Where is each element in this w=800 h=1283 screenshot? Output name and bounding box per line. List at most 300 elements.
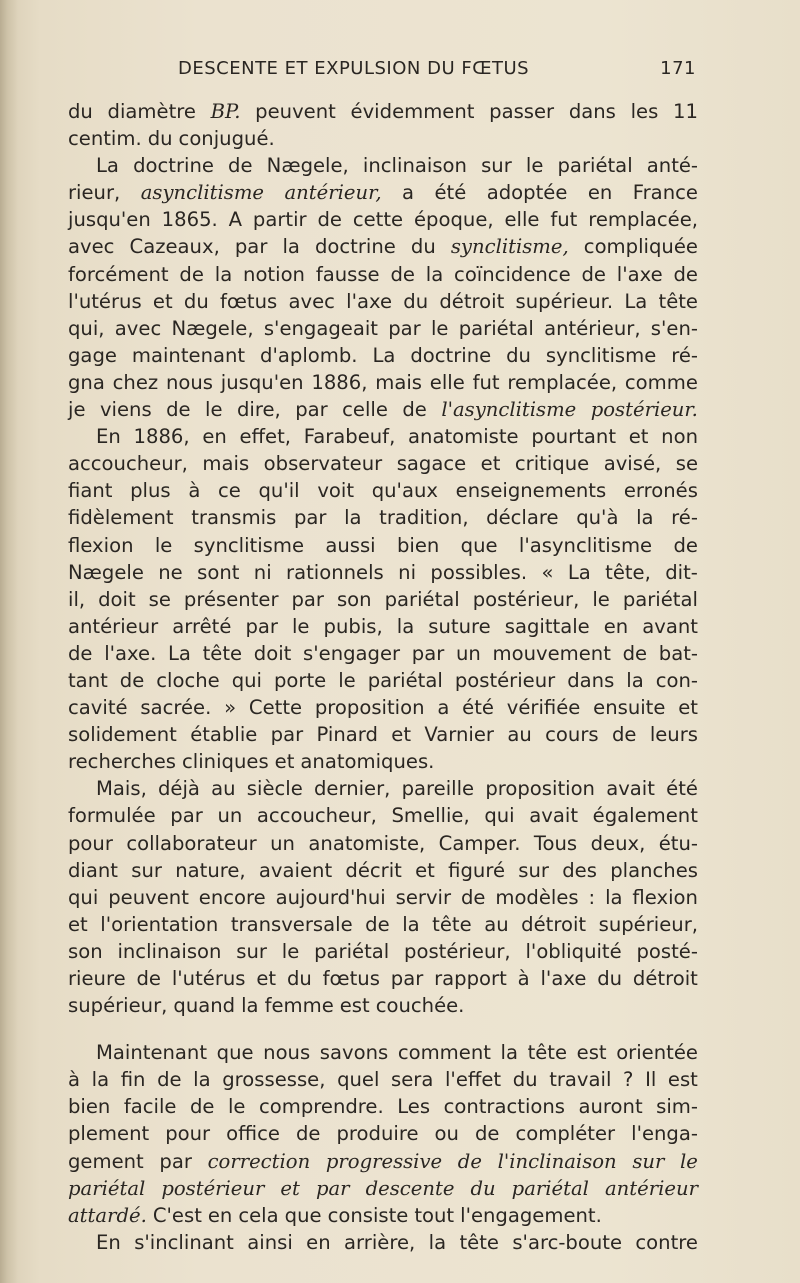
word: asynclitisme bbox=[140, 181, 265, 205]
word: supérieur, bbox=[598, 912, 698, 936]
word: solidement bbox=[68, 723, 177, 747]
word: « bbox=[541, 560, 554, 584]
word: Cazeaux, bbox=[129, 235, 220, 259]
word: pareille bbox=[401, 777, 475, 801]
word: viens bbox=[99, 398, 152, 422]
word: qu'aux bbox=[371, 479, 438, 503]
word: du bbox=[410, 235, 436, 259]
word: ce bbox=[218, 479, 241, 503]
word: de bbox=[474, 1122, 500, 1146]
word: la bbox=[636, 506, 654, 530]
word: par bbox=[315, 1176, 350, 1200]
word: pariétal bbox=[384, 587, 460, 611]
word: synclitisme bbox=[193, 533, 305, 557]
word: fin bbox=[120, 1068, 146, 1092]
word: et bbox=[274, 750, 295, 774]
text-line bbox=[68, 1093, 698, 1120]
word: anatomiste bbox=[408, 425, 519, 449]
word: dans bbox=[567, 668, 615, 692]
text-line bbox=[68, 992, 698, 1019]
word: peuvent bbox=[108, 885, 189, 909]
word: con- bbox=[655, 668, 698, 692]
word: comment bbox=[397, 1041, 491, 1065]
word: de bbox=[390, 262, 415, 286]
word: le bbox=[680, 1149, 698, 1173]
word: erronés bbox=[623, 479, 698, 503]
word: flexion bbox=[632, 885, 698, 909]
text-line bbox=[68, 1175, 698, 1202]
word: évidemment bbox=[350, 100, 475, 123]
word: de bbox=[673, 533, 698, 557]
word: fœtus bbox=[322, 967, 380, 990]
word: de bbox=[460, 885, 486, 909]
word: descente bbox=[365, 1176, 455, 1200]
word: recherches bbox=[68, 750, 177, 774]
word: sur bbox=[131, 858, 162, 882]
word: tête bbox=[527, 1041, 568, 1065]
word: accoucheur, bbox=[256, 804, 377, 828]
word: diamètre bbox=[107, 100, 196, 123]
word: accoucheur, bbox=[68, 452, 188, 476]
word: l'inclinaison bbox=[497, 1149, 617, 1173]
text-line bbox=[68, 721, 698, 748]
text-line bbox=[68, 694, 698, 721]
word: Nægele bbox=[68, 560, 144, 584]
word: possibles. bbox=[430, 560, 528, 584]
word: des bbox=[562, 858, 597, 882]
word: tête bbox=[432, 912, 472, 936]
word: pour bbox=[165, 1122, 211, 1146]
word: se bbox=[148, 587, 171, 611]
word: orientée bbox=[616, 1041, 698, 1065]
word: Varnier bbox=[424, 723, 494, 747]
word: la bbox=[282, 235, 300, 259]
word: par bbox=[293, 506, 327, 530]
word: été bbox=[434, 181, 467, 205]
word: enseignements bbox=[455, 479, 607, 503]
word: remplacée, bbox=[507, 370, 618, 394]
word: détroit bbox=[521, 912, 587, 936]
word: également bbox=[592, 804, 698, 828]
word: au bbox=[211, 777, 236, 801]
word: compléter bbox=[515, 1122, 616, 1146]
word: Il bbox=[645, 1068, 657, 1092]
word: flexion bbox=[68, 533, 134, 557]
word: qui, bbox=[68, 316, 105, 340]
word: de bbox=[295, 1122, 321, 1146]
word: cloche bbox=[156, 668, 220, 692]
word: l'axe. bbox=[104, 641, 157, 665]
word: celle bbox=[342, 398, 388, 422]
text-line bbox=[68, 1202, 698, 1229]
text-line bbox=[68, 1148, 698, 1175]
word: l'utérus bbox=[68, 289, 142, 313]
text-line bbox=[68, 775, 698, 802]
word: la bbox=[91, 1068, 110, 1092]
text-line bbox=[68, 477, 698, 504]
word: proposition bbox=[485, 777, 595, 801]
word: sur bbox=[632, 1149, 665, 1173]
word: savons bbox=[319, 1041, 389, 1065]
word: et bbox=[678, 696, 698, 720]
word: pariétal bbox=[68, 1176, 146, 1200]
word: sera bbox=[391, 1068, 434, 1092]
word: fidèlement bbox=[68, 506, 174, 530]
word: de bbox=[157, 1068, 182, 1092]
word: non bbox=[661, 425, 698, 449]
text-line bbox=[68, 586, 698, 613]
word: auront bbox=[578, 1095, 643, 1119]
word: passer bbox=[489, 100, 555, 123]
word: et bbox=[628, 425, 649, 449]
word: qu'à bbox=[576, 506, 619, 530]
text-line bbox=[68, 504, 698, 531]
body-text bbox=[68, 98, 698, 1256]
text-line bbox=[68, 369, 698, 396]
word: le bbox=[154, 533, 173, 557]
word: par bbox=[270, 723, 304, 747]
word: contre bbox=[635, 1230, 698, 1254]
word: office bbox=[226, 1122, 280, 1146]
word: l'enga- bbox=[631, 1122, 698, 1146]
word: jusqu'en bbox=[68, 208, 151, 232]
word: voit bbox=[317, 479, 355, 503]
word: s'en- bbox=[650, 316, 698, 340]
word: Les bbox=[397, 1095, 431, 1119]
word: ainsi bbox=[247, 1230, 293, 1254]
word: la bbox=[425, 262, 444, 286]
word: postérieur bbox=[454, 668, 556, 692]
word: pourtant bbox=[531, 425, 617, 449]
word: : bbox=[588, 885, 596, 909]
word: sagace bbox=[396, 452, 467, 476]
word: La bbox=[567, 560, 591, 584]
word: du bbox=[183, 289, 209, 313]
word: pariétal bbox=[511, 1176, 589, 1200]
word: avisé, bbox=[603, 452, 662, 476]
word: ensuite bbox=[593, 696, 666, 720]
word: coïncidence bbox=[454, 262, 571, 286]
word: en bbox=[207, 1203, 233, 1227]
word: du bbox=[506, 343, 531, 367]
word: bat- bbox=[658, 641, 698, 665]
word: est bbox=[576, 1041, 607, 1065]
word: grossesse, bbox=[222, 1068, 326, 1092]
word: du bbox=[147, 127, 173, 151]
word: diant bbox=[68, 858, 118, 882]
word: mais bbox=[202, 452, 250, 476]
word: et bbox=[391, 723, 412, 747]
word: vérifiée bbox=[506, 696, 581, 720]
word: 1886, bbox=[133, 425, 190, 449]
word: avait bbox=[606, 777, 655, 801]
word: tête bbox=[202, 641, 243, 665]
word: de bbox=[457, 1149, 482, 1173]
word: effet, bbox=[239, 425, 292, 449]
word: avant bbox=[642, 614, 698, 638]
word: de bbox=[365, 912, 390, 936]
word: déclare bbox=[486, 506, 559, 530]
word: de bbox=[68, 641, 93, 665]
word: cela bbox=[238, 1203, 279, 1227]
word: la bbox=[626, 668, 644, 692]
word: ni bbox=[253, 560, 272, 584]
word: fœtus bbox=[219, 289, 278, 313]
text-line bbox=[68, 938, 698, 965]
word: un bbox=[270, 831, 295, 855]
word: comprendre. bbox=[258, 1095, 384, 1119]
text-line bbox=[68, 911, 698, 938]
word: nous bbox=[263, 1041, 311, 1065]
text-line bbox=[68, 179, 698, 206]
word: La bbox=[372, 343, 396, 367]
word: a bbox=[402, 181, 415, 205]
text-line bbox=[68, 965, 698, 992]
word: suture bbox=[428, 614, 491, 638]
word: facile bbox=[123, 1095, 177, 1119]
word: l'effet bbox=[444, 1068, 502, 1092]
word: porte bbox=[274, 668, 327, 692]
word: son bbox=[68, 939, 103, 963]
word: la bbox=[396, 614, 415, 638]
word: deux, bbox=[590, 831, 646, 855]
text-line bbox=[68, 342, 698, 369]
word: planches bbox=[610, 858, 698, 882]
word: antérieur, bbox=[544, 316, 641, 340]
word: pour bbox=[68, 831, 113, 855]
word: s'engager bbox=[303, 641, 401, 665]
word: gage bbox=[68, 343, 117, 367]
word: ou bbox=[434, 1122, 459, 1146]
word: avec bbox=[288, 289, 335, 313]
word: encore bbox=[198, 885, 266, 909]
word: attardé. bbox=[68, 1203, 147, 1227]
word: l'axe bbox=[346, 289, 393, 313]
word: dernier, bbox=[313, 777, 391, 801]
word: femme bbox=[264, 994, 334, 1018]
word: partir bbox=[252, 208, 307, 232]
text-line bbox=[68, 884, 698, 911]
word: conjugué. bbox=[178, 127, 275, 151]
word: de bbox=[189, 1095, 215, 1119]
word: que bbox=[216, 1041, 254, 1065]
word: ni bbox=[398, 560, 417, 584]
word: doctrine bbox=[314, 235, 396, 259]
word: le bbox=[227, 1095, 246, 1119]
word: doit bbox=[98, 587, 136, 611]
word: Pinard bbox=[316, 723, 378, 747]
word: avec bbox=[68, 235, 115, 259]
word: compliquée bbox=[583, 235, 698, 259]
word: elle bbox=[429, 370, 465, 394]
word: sacrée. bbox=[140, 696, 212, 720]
word: à bbox=[517, 967, 530, 990]
word: travail bbox=[549, 1068, 612, 1092]
word: du bbox=[597, 967, 623, 990]
word: produire bbox=[336, 1122, 419, 1146]
word: le bbox=[281, 939, 300, 963]
word: l'axe bbox=[540, 967, 587, 990]
word: du bbox=[512, 1068, 538, 1092]
word: doctrine bbox=[133, 154, 214, 178]
word: époque, bbox=[413, 208, 494, 232]
word: s'arc-boute bbox=[512, 1230, 622, 1254]
word: postérieur, bbox=[404, 939, 511, 963]
word: La bbox=[168, 641, 191, 665]
word: est bbox=[667, 1068, 698, 1092]
word: quand bbox=[173, 994, 236, 1018]
text-line bbox=[68, 748, 698, 775]
word: et bbox=[256, 967, 277, 990]
word: modèles bbox=[495, 885, 579, 909]
text-line bbox=[68, 98, 698, 125]
word: plement bbox=[68, 1122, 150, 1146]
word: maintenant bbox=[131, 343, 246, 367]
text-line bbox=[68, 857, 698, 884]
word: de bbox=[228, 154, 253, 178]
word: pariétal bbox=[314, 939, 390, 963]
word: bien bbox=[68, 1095, 111, 1119]
word: l'axe bbox=[616, 262, 663, 286]
word: correction bbox=[207, 1149, 311, 1173]
word: arrêté bbox=[172, 614, 232, 638]
word: pubis, bbox=[323, 614, 383, 638]
binding-shadow bbox=[0, 0, 18, 1283]
word: En bbox=[96, 1230, 121, 1254]
word: l'obliquité bbox=[525, 939, 622, 963]
word: ré- bbox=[671, 343, 698, 367]
word: établie bbox=[190, 723, 258, 747]
word: fut bbox=[550, 208, 578, 232]
word: Nægele, bbox=[171, 316, 254, 340]
word: qui bbox=[68, 885, 99, 909]
word: quel bbox=[337, 1068, 380, 1092]
word: et bbox=[415, 858, 435, 882]
word: d'aplomb. bbox=[260, 343, 358, 367]
word: Camper. bbox=[438, 831, 521, 855]
word: s'engageait bbox=[263, 316, 378, 340]
word: que bbox=[460, 533, 498, 557]
word: consiste bbox=[327, 1203, 409, 1227]
word: a bbox=[437, 696, 450, 720]
word: à bbox=[68, 1068, 81, 1092]
word: couchée. bbox=[375, 994, 465, 1018]
word: de bbox=[581, 262, 606, 286]
word: anté- bbox=[646, 154, 698, 178]
word: étu- bbox=[658, 831, 698, 855]
word: la bbox=[214, 262, 233, 286]
word: par bbox=[291, 587, 324, 611]
word: critique bbox=[514, 452, 590, 476]
word: s'inclinant bbox=[134, 1230, 234, 1254]
text-line bbox=[68, 1039, 698, 1066]
word: anatomiques. bbox=[300, 750, 435, 774]
word: adoptée bbox=[486, 181, 568, 205]
word: du bbox=[470, 1176, 496, 1200]
word: un bbox=[217, 804, 243, 828]
word: inclinaison bbox=[117, 939, 222, 963]
word: servir bbox=[395, 885, 452, 909]
word: contractions bbox=[443, 1095, 565, 1119]
word: sur bbox=[236, 939, 267, 963]
word: sur bbox=[481, 154, 512, 178]
word: proposition bbox=[314, 696, 425, 720]
word: notion bbox=[243, 262, 305, 286]
text-line bbox=[68, 613, 698, 640]
word: » bbox=[224, 696, 237, 720]
word: pariétal bbox=[367, 668, 443, 692]
word: les bbox=[630, 100, 659, 123]
word: La bbox=[96, 154, 119, 178]
word: de bbox=[119, 668, 145, 692]
word: en bbox=[603, 614, 629, 638]
word: avec bbox=[114, 316, 162, 340]
word: bien bbox=[396, 533, 440, 557]
word: et bbox=[152, 289, 173, 313]
word: la bbox=[402, 912, 420, 936]
word: gement bbox=[68, 1149, 144, 1173]
word: aussi bbox=[325, 533, 376, 557]
word: observateur bbox=[263, 452, 383, 476]
word: remplacée, bbox=[588, 208, 698, 232]
word: de bbox=[317, 208, 342, 232]
word: fut bbox=[472, 370, 500, 394]
word: en bbox=[202, 425, 227, 449]
word: été bbox=[462, 696, 494, 720]
word: transversale bbox=[230, 912, 353, 936]
word: Cette bbox=[248, 696, 303, 720]
word: aujourd'hui bbox=[275, 885, 386, 909]
word: par bbox=[234, 235, 268, 259]
word: par bbox=[245, 614, 278, 638]
word: forcément bbox=[68, 262, 169, 286]
word: A bbox=[228, 208, 243, 232]
word: antérieur bbox=[604, 1176, 698, 1200]
word: et bbox=[68, 912, 88, 936]
text-line bbox=[68, 125, 698, 152]
word: de bbox=[179, 262, 204, 286]
word: fausse bbox=[315, 262, 380, 286]
word: déjà bbox=[158, 777, 200, 801]
word: la bbox=[500, 1041, 518, 1065]
word: anatomiste, bbox=[308, 831, 426, 855]
word: je bbox=[68, 398, 86, 422]
word: mais bbox=[375, 370, 422, 394]
word: au bbox=[507, 723, 532, 747]
word: il, bbox=[68, 587, 86, 611]
word: La bbox=[624, 289, 648, 313]
word: chez bbox=[112, 370, 159, 394]
word: ? bbox=[623, 1068, 634, 1092]
text-line bbox=[68, 667, 698, 694]
text-line bbox=[68, 396, 698, 423]
word: le bbox=[291, 614, 310, 638]
word: Tous bbox=[533, 831, 578, 855]
word: dit- bbox=[665, 560, 698, 584]
text-line bbox=[68, 233, 698, 260]
word: tête bbox=[658, 289, 698, 313]
word: plus bbox=[130, 479, 171, 503]
word: détroit bbox=[439, 289, 505, 313]
word: postérieur bbox=[161, 1176, 265, 1200]
text-line bbox=[68, 1120, 698, 1147]
word: pariétal bbox=[557, 154, 633, 178]
word: par bbox=[411, 641, 445, 665]
text-line bbox=[68, 206, 698, 233]
running-title: DESCENTE ET EXPULSION DU FŒTUS bbox=[178, 58, 530, 79]
word: est bbox=[339, 994, 370, 1018]
word: par bbox=[388, 316, 421, 340]
